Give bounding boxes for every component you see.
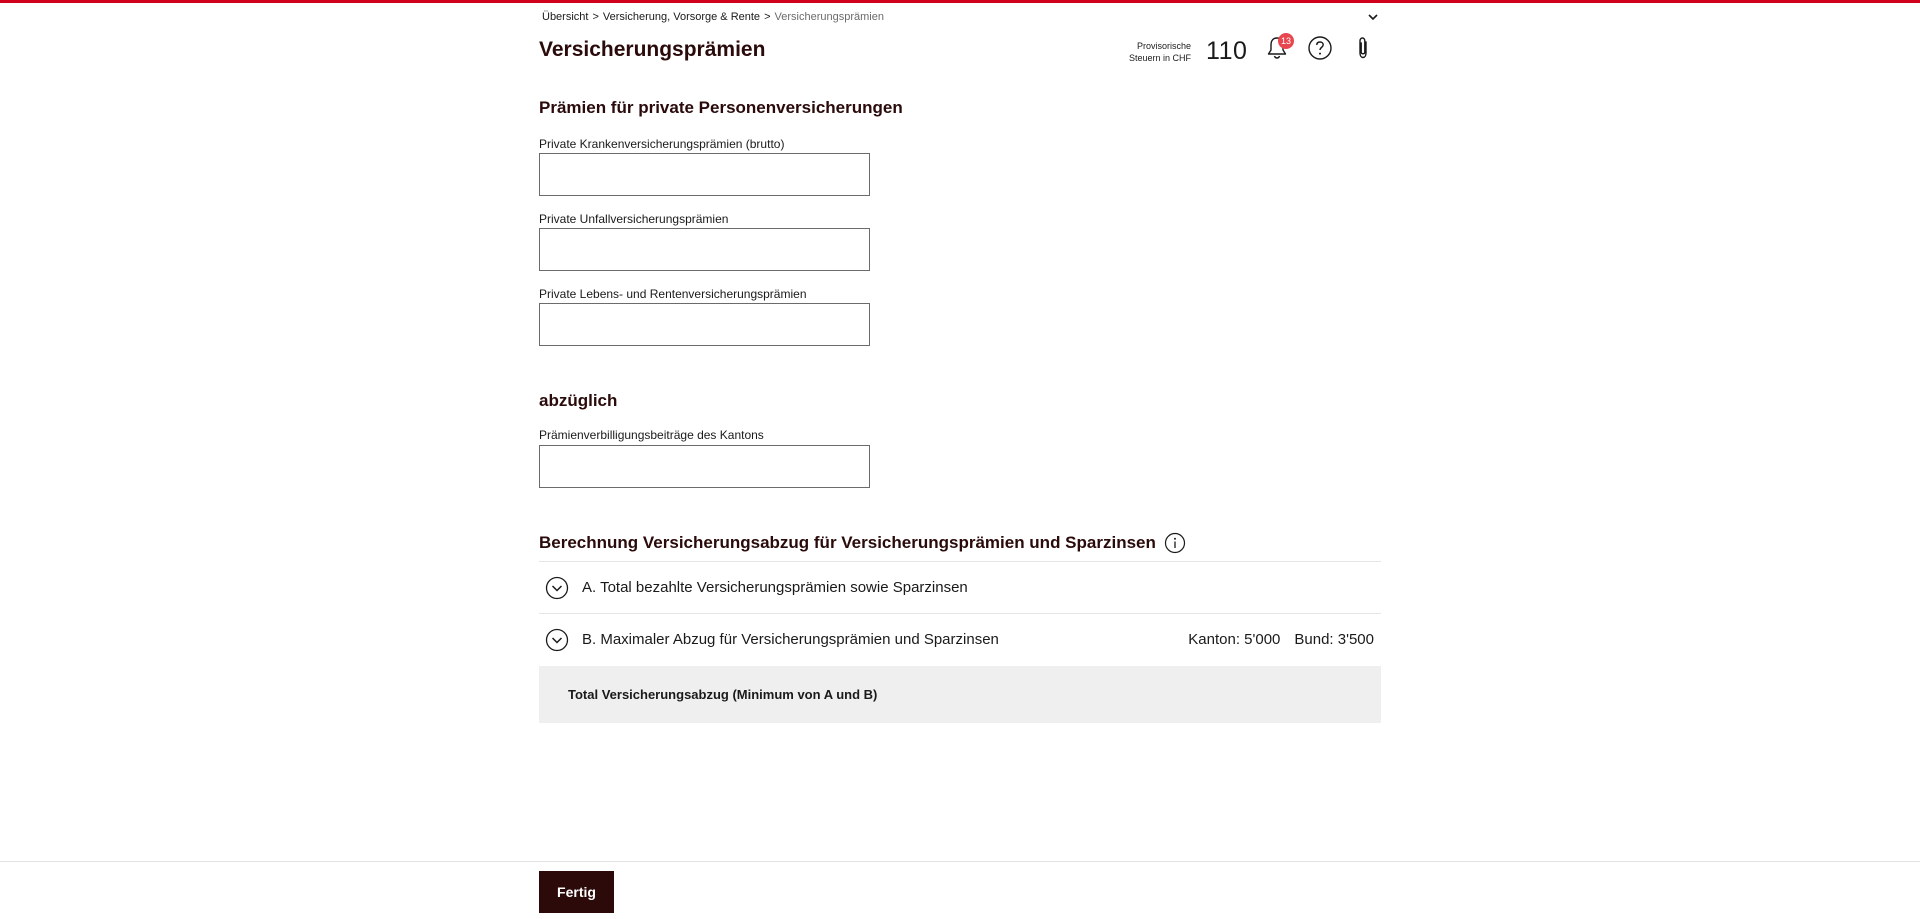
section-title-private-insurance: Prämien für private Personenversicherungen bbox=[539, 98, 903, 117]
calculation-title bbox=[539, 532, 1186, 554]
label-premium-reduction: Prämienverbilligungsbeiträge des Kantons bbox=[539, 428, 764, 442]
breadcrumb bbox=[542, 11, 884, 23]
tax-label-line1: Provisorische bbox=[1137, 40, 1192, 51]
total-deduction-label: Total Versicherungsabzug (Minimum von A und B) bbox=[568, 687, 878, 702]
tax-label-line2: Steuern in CHF bbox=[1129, 52, 1192, 63]
info-icon[interactable] bbox=[1164, 532, 1186, 554]
life-insurance-input[interactable] bbox=[539, 303, 870, 346]
label-health-insurance: Private Krankenversicherungsprämien (brutto) bbox=[539, 137, 785, 151]
done-button[interactable]: Fertig bbox=[539, 871, 614, 913]
breadcrumb-current: Versicherungsprämien bbox=[774, 11, 884, 23]
bund-limit: Bund: 3'500 bbox=[1294, 631, 1374, 648]
notifications-button[interactable] bbox=[1263, 36, 1291, 64]
kanton-limit: Kanton: 5'000 bbox=[1188, 631, 1281, 648]
breadcrumb-separator: > bbox=[592, 11, 599, 23]
premium-reduction-input[interactable] bbox=[539, 445, 870, 488]
tax-label bbox=[1129, 40, 1191, 64]
calculation-title-text: Berechnung Versicherungsabzug für Versicherungsprämien und Sparzinsen bbox=[539, 533, 1156, 552]
calculation-row-a[interactable] bbox=[539, 561, 1381, 613]
chevron-down-circle-icon[interactable] bbox=[545, 576, 569, 600]
row-a-label: A. Total bezahlte Versicherungsprämien sowie Sparzinsen bbox=[582, 579, 968, 596]
notification-count-badge: 13 bbox=[1278, 33, 1294, 49]
breadcrumb-separator: > bbox=[764, 11, 771, 23]
paperclip-icon bbox=[1350, 35, 1376, 66]
row-b-label: B. Maximaler Abzug für Versicherungsprämien und Sparzinsen bbox=[582, 631, 999, 648]
section-title-deduction: abzüglich bbox=[539, 391, 618, 410]
breadcrumb-link-overview[interactable]: Übersicht bbox=[542, 11, 589, 23]
help-button[interactable] bbox=[1306, 36, 1334, 64]
row-b-limits bbox=[1188, 631, 1374, 648]
calculation-row-b[interactable] bbox=[539, 613, 1381, 665]
top-accent-bar bbox=[0, 0, 1920, 3]
accident-insurance-input[interactable] bbox=[539, 228, 870, 271]
chevron-down-circle-icon[interactable] bbox=[545, 628, 569, 652]
health-insurance-input[interactable] bbox=[539, 153, 870, 196]
attachments-button[interactable] bbox=[1349, 36, 1377, 64]
label-life-insurance: Private Lebens- und Rentenversicherungsprämien bbox=[539, 287, 807, 301]
provisional-tax bbox=[1129, 37, 1247, 66]
help-icon bbox=[1307, 35, 1333, 66]
tax-value: 110 bbox=[1206, 37, 1248, 65]
breadcrumb-link-insurance[interactable]: Versicherung, Vorsorge & Rente bbox=[602, 11, 761, 23]
chevron-down-icon[interactable] bbox=[1366, 10, 1380, 24]
footer-bar bbox=[0, 861, 1920, 919]
label-accident-insurance: Private Unfallversicherungsprämien bbox=[539, 212, 729, 226]
page-title: Versicherungsprämien bbox=[539, 38, 766, 61]
total-deduction-box bbox=[539, 666, 1381, 723]
